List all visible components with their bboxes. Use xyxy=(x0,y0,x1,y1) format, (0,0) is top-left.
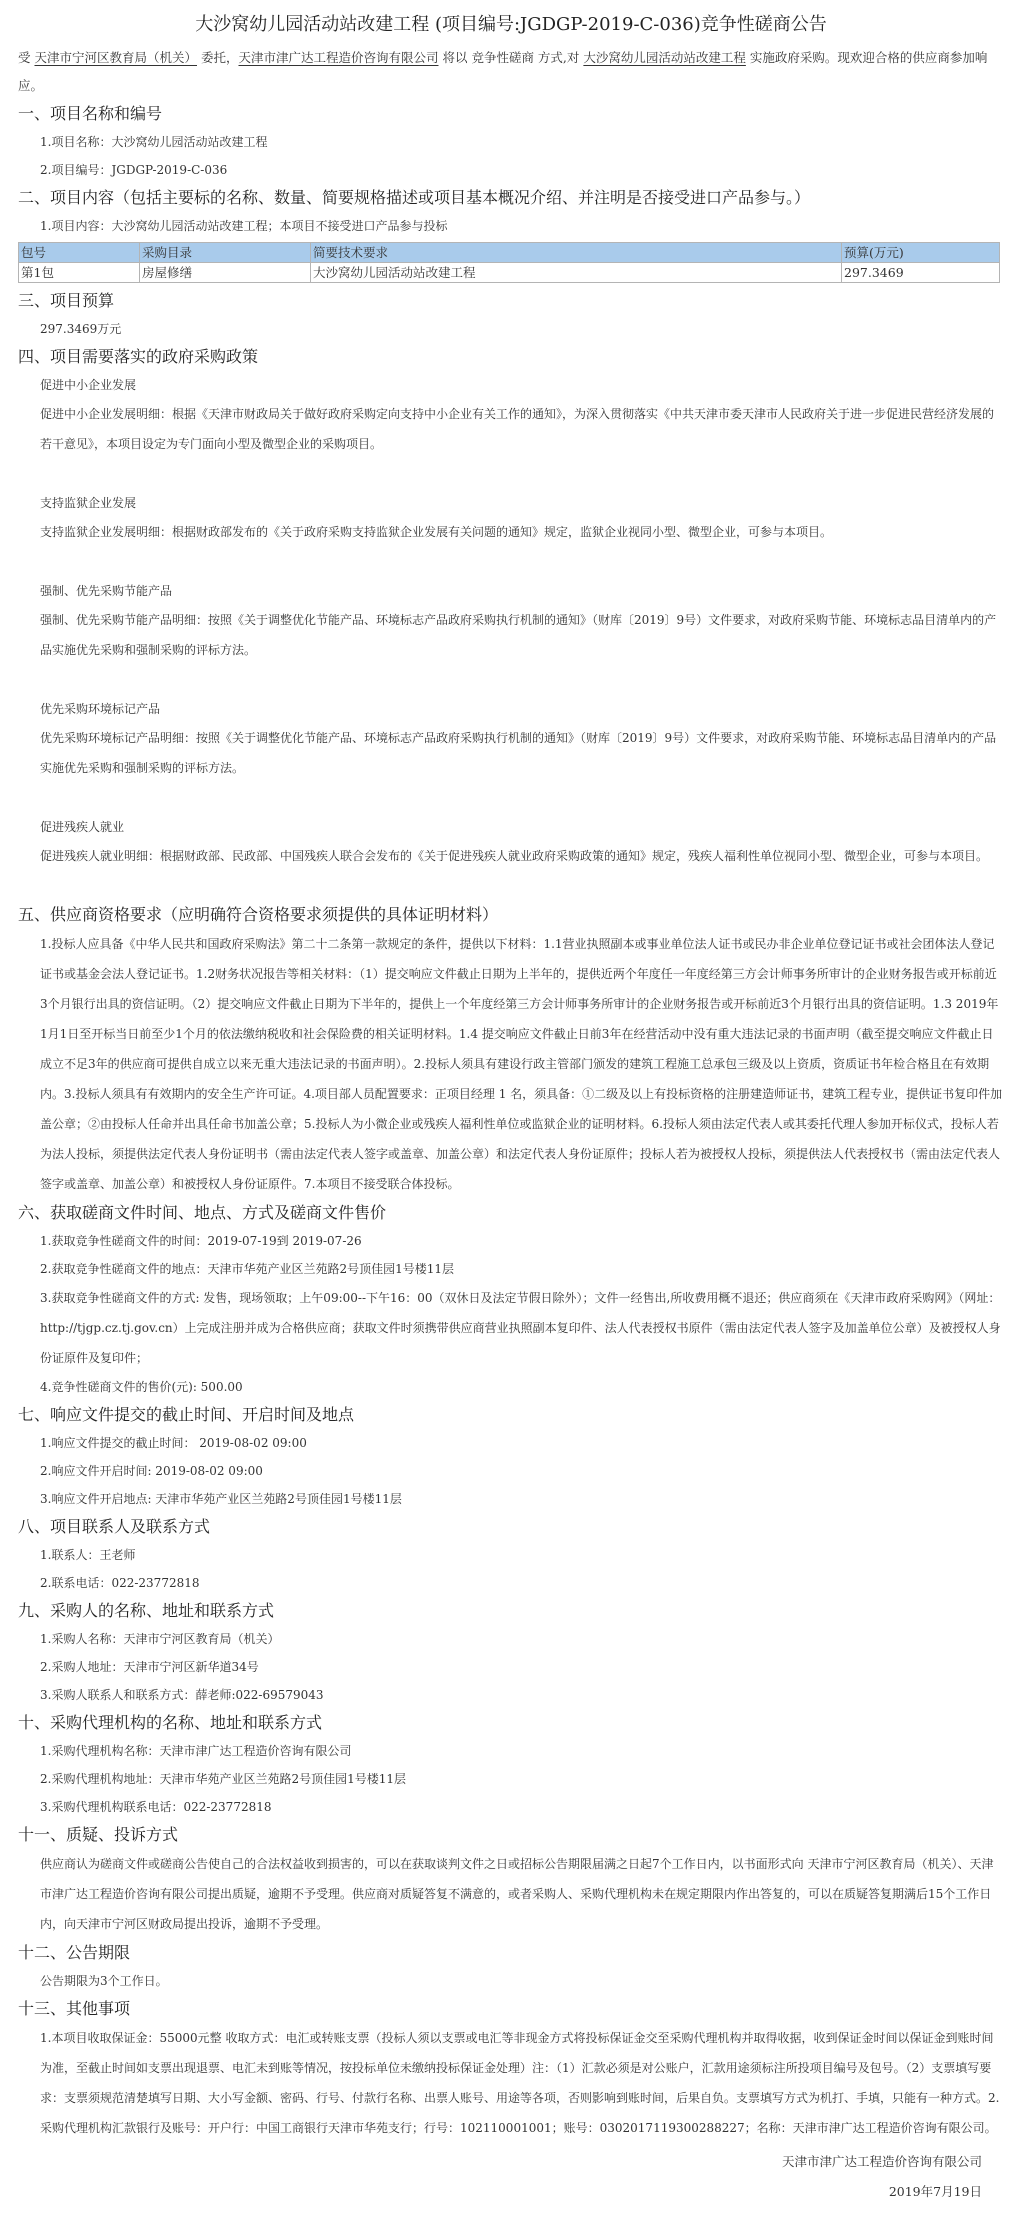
section-procurement-policy xyxy=(18,343,1004,901)
opening-location: 3.响应文件开启地点: 天津市华苑产业区兰苑路2号顶佳园1号楼11层 xyxy=(40,1492,402,1506)
spacer xyxy=(18,459,1004,489)
section-heading: 九、采购人的名称、地址和联系方式 xyxy=(18,1601,275,1620)
table-header-row xyxy=(19,243,1000,263)
section-complaints xyxy=(18,1821,1004,1939)
policy-detail: 优先采购环境标记产品明细：按照《关于调整优化节能产品、环境标志产品政府采购执行机制的通知》（财库〔2019〕9号）文件要求，对政府采购节能、环境标志品目清单内的产品实施优先采购和强制采购的评标方法。 xyxy=(40,731,997,775)
spacer xyxy=(18,665,1004,695)
acquisition-method: 3.获取竞争性磋商文件的方式: 发售，现场领取；上午09:00--下午16：00（双休日及法定节假日除外）；文件一经售出,所收费用概不退还；供应商须在《天津市政府采购网》（网址：http://tjgp.cz.tj.gov.cn）上完成注册并成为合格供应商；获取文件时须携带供应商营业执照副本复印件、法人代表授权书原件（需由法定代表人签字及加盖单位公章）及被授权人身份证原件及复印件； xyxy=(40,1291,1001,1365)
column-header: 采购目录 xyxy=(140,243,311,263)
intro-paragraph xyxy=(18,44,1004,100)
column-header: 包号 xyxy=(19,243,140,263)
policy-detail: 强制、优先采购节能产品明细：按照《关于调整优化节能产品、环境标志产品政府采购执行机制的通知》（财库〔2019〕9号）文件要求，对政府采购节能、环境标志品目清单内的产品实施优先采购和强制采购的评标方法。 xyxy=(40,613,997,657)
section-heading: 六、获取磋商文件时间、地点、方式及磋商文件售价 xyxy=(18,1203,387,1222)
section-project-content xyxy=(18,184,1004,283)
section-heading: 三、项目预算 xyxy=(18,291,115,310)
table-cell: 房屋修缮 xyxy=(140,263,311,283)
signature-date: 2019年7月19日 xyxy=(888,2184,982,2199)
section-purchaser-info xyxy=(18,1597,1004,1709)
qualification-body: 1.投标人应具备《中华人民共和国政府采购法》第二十二条第一款规定的条件，提供以下材料：1.1营业执照副本或事业单位法人证书或民办非企业单位登记证书或社会团体法人登记证书或基金会法人登记证书。1.2财务状况报告等相关材料：（1）提交响应文件截止日期为上半年的，提供近两个年度任一年度经第三方会计师事务所审计的企业财务报告或开标前近3个月银行出具的资信证明。（2）提交响应文件截止日期为下半年的，提供上一个年度经第三方会计师事务所审计的企业财务报告或开标前近3个月银行出具的资信证明。1.3 2019年1月1日至开标当日前至少1个月的依法缴纳税收和社会保险费的相关证明材料。1.4 提交响应文件截止日前3年在经营活动中没有重大违法记录的书面声明（截至提交响应文件截止日成立不足3年的供应商可提供自成立以来无重大违法记录的书面声明）。2.投标人须具有建设行政主管部门颁发的建筑工程施工总承包三级及以上资质，资质证书年检合格且在有效期内。3.投标人须具有有效期内的安全生产许可证。4.项目部人员配置要求：正项目经理 1 名，须具备：①二级及以上有投标资格的注册建造师证书，建筑工程专业，提供证书复印件加盖公章；②由投标人任命并出具任命书加盖公章；5.投标人为小微企业或残疾人福利性单位或监狱企业的证明材料。6.投标人须由法定代表人或其委托代理人参加开标仪式，投标人若为法人投标，须提供法定代表人身份证明书（需由法定代表人签字或盖章、加盖公章）和法定代表人身份证原件；投标人若为被授权人投标，须提供法人代表授权书（需由法定代表人签字或盖章、加盖公章）和被授权人身份证原件。7.本项目不接受联合体投标。 xyxy=(40,937,1003,1191)
section-heading: 四、项目需要落实的政府采购政策 xyxy=(18,347,259,366)
table-row xyxy=(19,263,1000,283)
project-name-item: 1.项目名称：大沙窝幼儿园活动站改建工程 xyxy=(40,135,268,149)
purchaser-name: 1.采购人名称：天津市宁河区教育局（机关） xyxy=(40,1632,280,1646)
purchaser-address: 2.采购人地址：天津市宁河区新华道34号 xyxy=(40,1660,259,1674)
section-agency-info xyxy=(18,1709,1004,1821)
section-project-contact xyxy=(18,1513,1004,1597)
section-other-matters xyxy=(18,1995,1004,2143)
intro-text: 委托， xyxy=(197,50,239,65)
acquisition-time: 1.获取竞争性磋商文件的时间：2019-07-19到 2019-07-26 xyxy=(40,1234,362,1248)
acquisition-location: 2.获取竞争性磋商文件的地点：天津市华苑产业区兰苑路2号顶佳园1号楼11层 xyxy=(40,1262,454,1276)
page-title: 大沙窝幼儿园活动站改建工程 (项目编号:JGDGP-2019-C-036)竞争性磋商公告 xyxy=(195,14,827,35)
policy-name: 强制、优先采购节能产品 xyxy=(40,584,173,598)
intro-text: 实施政府采购。现欢迎合格的供应商参加响应。 xyxy=(18,50,988,93)
contact-phone: 2.联系电话：022-23772818 xyxy=(40,1576,200,1590)
table-cell: 297.3469 xyxy=(842,263,1000,283)
agency-link[interactable]: 天津市津广达工程造价咨询有限公司 xyxy=(238,50,439,65)
section-heading: 二、项目内容（包括主要标的名称、数量、简要规格描述或项目基本概况介绍、并注明是否接受进口产品参与。） xyxy=(18,188,811,207)
purchaser-contact: 3.采购人联系人和联系方式：薛老师:022-69579043 xyxy=(40,1688,324,1702)
announcement-period: 公告期限为3个工作日。 xyxy=(40,1974,168,1988)
spacer xyxy=(18,871,1004,901)
opening-time: 2.响应文件开启时间: 2019-08-02 09:00 xyxy=(40,1464,263,1478)
section-heading: 七、响应文件提交的截止时间、开启时间及地点 xyxy=(18,1405,355,1424)
document-price: 4.竞争性磋商文件的售价(元): 500.00 xyxy=(40,1380,243,1394)
contact-person: 1.联系人：王老师 xyxy=(40,1548,136,1562)
section-announcement-period xyxy=(18,1939,1004,1995)
project-number-item: 2.项目编号：JGDGP-2019-C-036 xyxy=(40,163,228,177)
section-budget xyxy=(18,287,1004,343)
agency-phone: 3.采购代理机构联系电话：022-23772818 xyxy=(40,1800,272,1814)
section-heading: 十一、质疑、投诉方式 xyxy=(18,1825,179,1844)
column-header: 简要技术要求 xyxy=(311,243,842,263)
section-supplier-qualification xyxy=(18,901,1004,1199)
intro-text: 将以 竞争性磋商 方式,对 xyxy=(438,50,584,65)
column-header: 预算(万元) xyxy=(842,243,1000,263)
section-heading: 十二、公告期限 xyxy=(18,1943,131,1962)
agency-name: 1.采购代理机构名称：天津市津广达工程造价咨询有限公司 xyxy=(40,1744,352,1758)
policy-detail: 支持监狱企业发展明细：根据财政部发布的《关于政府采购支持监狱企业发展有关问题的通知》规定，监狱企业视同小型、微型企业，可参与本项目。 xyxy=(40,525,833,539)
section-heading: 五、供应商资格要求（应明确符合资格要求须提供的具体证明材料） xyxy=(18,905,499,924)
section-heading: 十三、其他事项 xyxy=(18,1999,131,2018)
complaints-body: 供应商认为磋商文件或磋商公告使自己的合法权益收到损害的，可以在获取谈判文件之日或招标公告期限届满之日起7个工作日内，以书面形式向 天津市宁河区教育局（机关）、天津市津广达工程造价咨询有限公司提出质疑，逾期不予受理。供应商对质疑答复不满意的，或者采购人、采购代理机构未在规定期限内作出答复的，可以在质疑答复期满后15个工作日内，向天津市宁河区财政局提出投诉，逾期不予受理。 xyxy=(40,1857,994,1931)
policy-name: 促进中小企业发展 xyxy=(40,378,137,392)
section-heading: 八、项目联系人及联系方式 xyxy=(18,1517,211,1536)
table-cell: 第1包 xyxy=(19,263,140,283)
policy-name: 促进残疾人就业 xyxy=(40,820,125,834)
budget-value: 297.3469万元 xyxy=(40,322,122,336)
spacer xyxy=(18,547,1004,577)
other-matters-body: 1.本项目收取保证金：55000元整 收取方式：电汇或转账支票（投标人须以支票或电汇等非现金方式将投标保证金交至采购代理机构并取得收据，收到保证金时间以保证金到账时间为准，至截止时间如支票出现退票、电汇未到账等情况，按投标单位未缴纳投标保证金处理）注：（1）汇款必须是对公账户，汇款用途须标注所投项目编号及包号。（2）支票填写要求：支票须规范清楚填写日期、大小写金额、密码、行号、付款行名称、出票人账号、用途等各项，否则影响到账时间，后果自负。支票填写方式为机打、手填，只能有一种方式。2.采购代理机构汇款银行及账号：开户行：中国工商银行天津市华苑支行；行号：102110001001；账号：0302017119300288227；名称：天津市津广达工程造价咨询有限公司。 xyxy=(40,2031,1000,2135)
section-document-acquisition xyxy=(18,1199,1004,1401)
section-heading: 一、项目名称和编号 xyxy=(18,104,163,123)
policy-name: 优先采购环境标记产品 xyxy=(40,702,161,716)
purchaser-link[interactable]: 天津市宁河区教育局（机关） xyxy=(34,50,197,65)
submission-deadline: 1.响应文件提交的截止时间： 2019-08-02 09:00 xyxy=(40,1436,307,1450)
signature-org: 天津市津广达工程造价咨询有限公司 xyxy=(781,2154,982,2169)
table-cell: 大沙窝幼儿园活动站改建工程 xyxy=(311,263,842,283)
project-link[interactable]: 大沙窝幼儿园活动站改建工程 xyxy=(583,50,746,65)
policy-detail: 促进残疾人就业明细：根据财政部、民政部、中国残疾人联合会发布的《关于促进残疾人就业政府采购政策的通知》规定，残疾人福利性单位视同小型、微型企业，可参与本项目。 xyxy=(40,849,989,863)
section-submission-deadline xyxy=(18,1401,1004,1513)
policy-name: 支持监狱企业发展 xyxy=(40,496,137,510)
signature-block xyxy=(18,2147,1004,2207)
policy-detail: 促进中小企业发展明细：根据《天津市财政局关于做好政府采购定向支持中小企业有关工作的通知》，为深入贯彻落实《中共天津市委天津市人民政府关于进一步促进民营经济发展的若干意见》，本项目设定为专门面向小型及微型企业的采购项目。 xyxy=(40,407,995,451)
spacer xyxy=(18,783,1004,813)
section-project-name xyxy=(18,100,1004,184)
agency-address: 2.采购代理机构地址：天津市华苑产业区兰苑路2号顶佳园1号楼11层 xyxy=(40,1772,406,1786)
project-content-item: 1.项目内容：大沙窝幼儿园活动站改建工程；本项目不接受进口产品参与投标 xyxy=(40,219,448,233)
package-table xyxy=(18,242,1000,283)
section-heading: 十、采购代理机构的名称、地址和联系方式 xyxy=(18,1713,323,1732)
intro-text: 受 xyxy=(18,50,35,65)
